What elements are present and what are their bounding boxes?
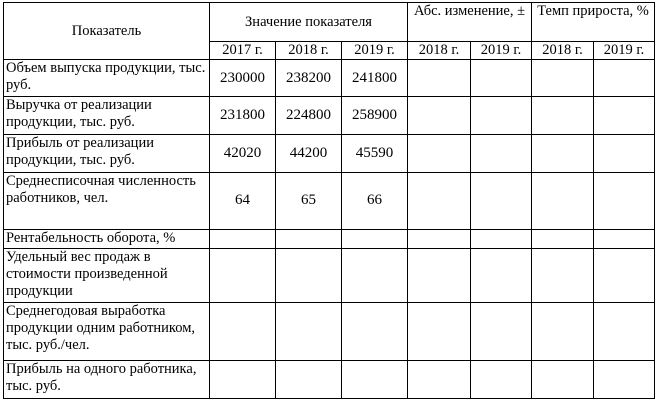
empty-cell (471, 303, 532, 360)
empty-cell (408, 172, 471, 229)
header-year: 2017 г. (210, 42, 276, 60)
value-cell: 65 (276, 172, 342, 229)
empty-cell (594, 60, 655, 97)
row-name: Выручка от реализации продукции, тыс. руб. (4, 97, 210, 134)
value-cell (210, 360, 276, 398)
value-cell: 230000 (210, 60, 276, 97)
table-row (4, 60, 655, 97)
empty-cell (532, 230, 594, 249)
empty-cell (532, 60, 594, 97)
value-cell: 44200 (276, 134, 342, 172)
empty-cell (532, 134, 594, 172)
value-cell (276, 360, 342, 398)
value-cell (342, 230, 408, 249)
empty-cell (594, 172, 655, 229)
value-cell (276, 303, 342, 360)
table-row (4, 303, 655, 360)
value-cell: 42020 (210, 134, 276, 172)
table-row (4, 97, 655, 134)
header-growth-group: Темп прироста, % (532, 3, 655, 42)
value-cell (276, 230, 342, 249)
empty-cell (594, 249, 655, 303)
empty-cell (471, 60, 532, 97)
value-cell (210, 230, 276, 249)
value-cell (210, 303, 276, 360)
value-cell: 238200 (276, 60, 342, 97)
value-cell (276, 249, 342, 303)
empty-cell (471, 172, 532, 229)
header-row-groups (4, 3, 655, 42)
value-cell: 241800 (342, 60, 408, 97)
empty-cell (532, 249, 594, 303)
empty-cell (532, 172, 594, 229)
row-name: Удельный вес продаж в стоимости произведенной продукции (4, 249, 210, 303)
empty-cell (532, 97, 594, 134)
table-row (4, 134, 655, 172)
row-name: Прибыль от реализации продукции, тыс. руб. (4, 134, 210, 172)
empty-cell (471, 134, 532, 172)
table-row (4, 360, 655, 398)
value-cell (342, 303, 408, 360)
empty-cell (408, 97, 471, 134)
empty-cell (594, 230, 655, 249)
empty-cell (594, 97, 655, 134)
indicators-table (3, 2, 655, 399)
value-cell (342, 360, 408, 398)
empty-cell (471, 97, 532, 134)
empty-cell (532, 303, 594, 360)
empty-cell (471, 249, 532, 303)
header-year: 2018 г. (532, 42, 594, 60)
row-name: Среднегодовая выработка продукции одним работником, тыс. руб./чел. (4, 303, 210, 360)
header-indicator: Показатель (4, 3, 210, 60)
row-name: Рентабельность оборота, % (4, 230, 210, 249)
value-cell: 64 (210, 172, 276, 229)
value-cell: 231800 (210, 97, 276, 134)
header-year: 2019 г. (342, 42, 408, 60)
value-cell: 66 (342, 172, 408, 229)
empty-cell (471, 230, 532, 249)
value-cell: 224800 (276, 97, 342, 134)
header-year: 2019 г. (471, 42, 532, 60)
empty-cell (408, 134, 471, 172)
header-year: 2018 г. (408, 42, 471, 60)
empty-cell (594, 303, 655, 360)
row-name: Объем выпуска продукции, тыс. руб. (4, 60, 210, 97)
table-row (4, 230, 655, 249)
row-name: Среднесписочная численность работников, чел. (4, 172, 210, 229)
header-value-group: Значение показателя (210, 3, 408, 42)
empty-cell (594, 360, 655, 398)
empty-cell (408, 249, 471, 303)
empty-cell (408, 303, 471, 360)
header-abs-group: Абс. изменение, ± (408, 3, 532, 42)
empty-cell (471, 360, 532, 398)
empty-cell (408, 230, 471, 249)
empty-cell (532, 360, 594, 398)
value-cell: 45590 (342, 134, 408, 172)
header-year: 2018 г. (276, 42, 342, 60)
header-year: 2019 г. (594, 42, 655, 60)
table-row (4, 172, 655, 229)
empty-cell (408, 360, 471, 398)
value-cell: 258900 (342, 97, 408, 134)
row-name: Прибыль на одного работника, тыс. руб. (4, 360, 210, 398)
table-row (4, 249, 655, 303)
empty-cell (594, 134, 655, 172)
value-cell (210, 249, 276, 303)
value-cell (342, 249, 408, 303)
empty-cell (408, 60, 471, 97)
